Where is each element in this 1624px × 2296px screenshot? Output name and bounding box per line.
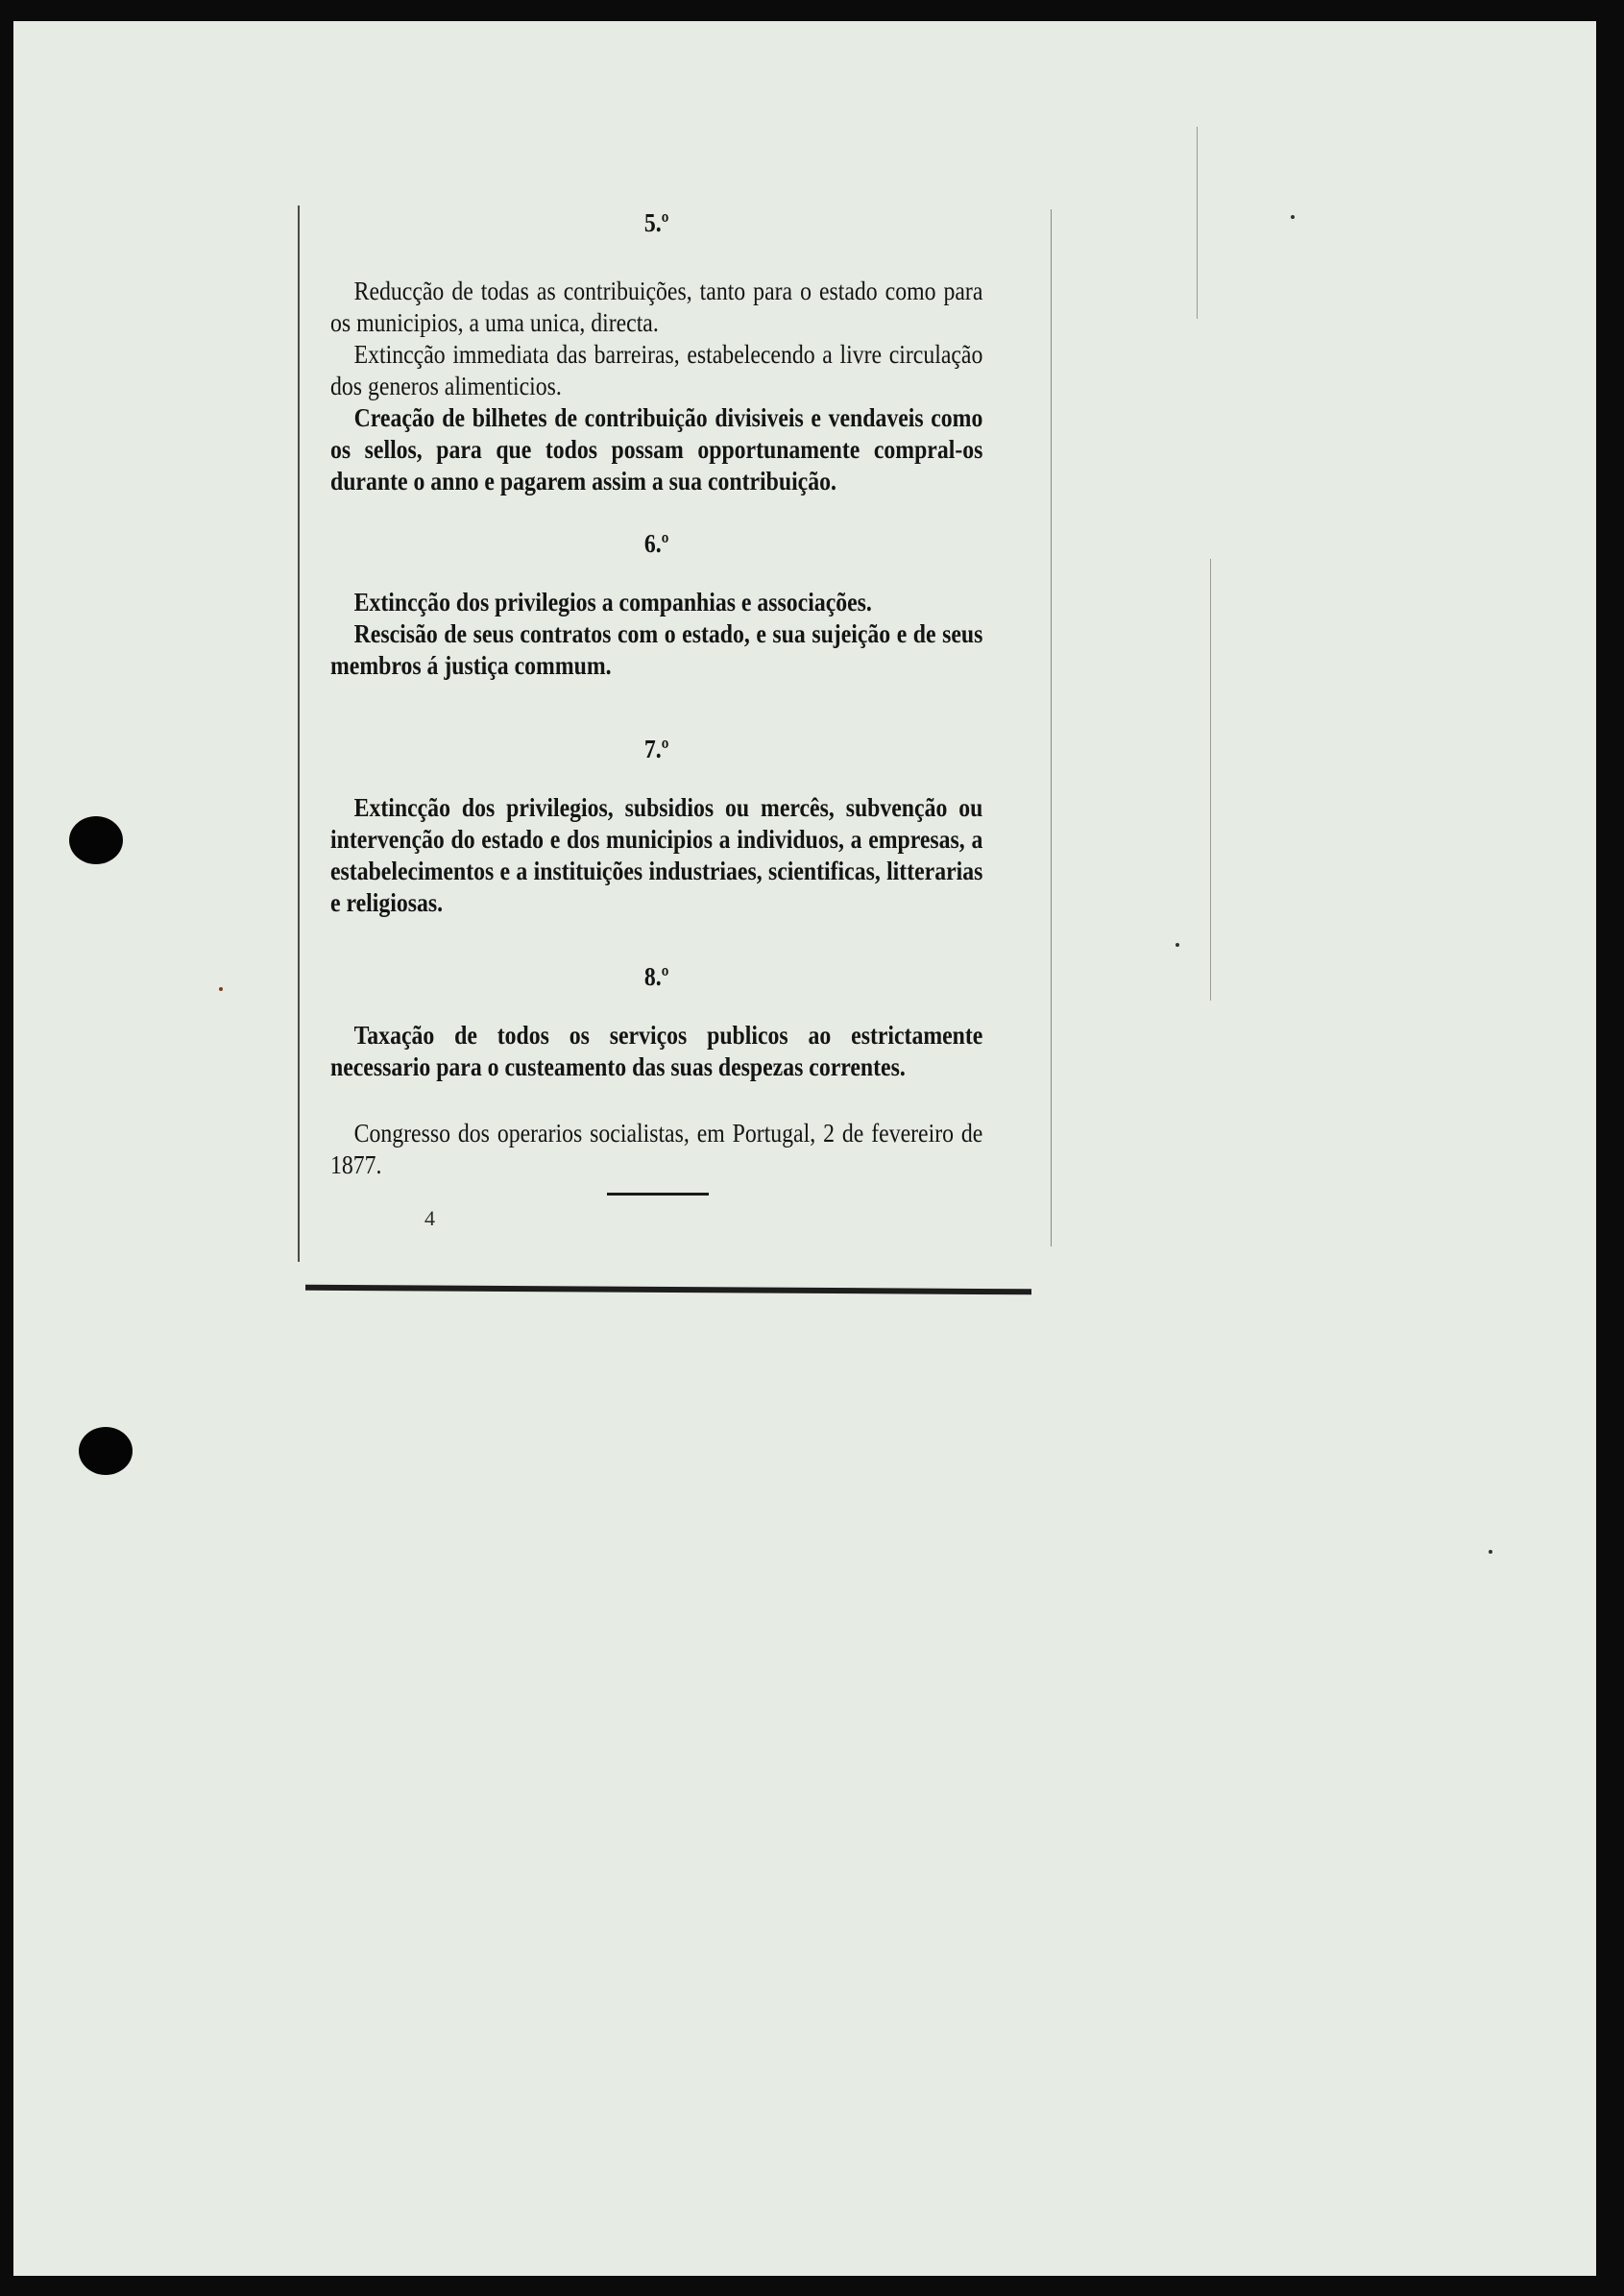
section-8-paragraph-1: Taxação de todos os serviços publicos ao estrictamente necessario para o custeamento das suas despezas correntes. [330, 1021, 983, 1081]
scan-mark-line [1197, 127, 1198, 319]
speck [1489, 1550, 1492, 1554]
section-heading-6: 6.º [643, 529, 669, 558]
punch-hole-top [69, 816, 123, 864]
section-heading-7: 7.º [643, 735, 669, 763]
section-5-paragraph-2: Extincção immediata das barreiras, estabelecendo a livre circulação dos generos alimenticios. [330, 340, 983, 400]
section-7-paragraph-1: Extincção dos privilegios, subsidios ou mercês, subvenção ou intervenção do estado e dos municipios a individuos, a empresas, a estabelecimentos e a instituições industriaes, scientificas, litterarias e religiosas. [330, 793, 983, 917]
scanned-page [13, 21, 1596, 2276]
speck [1291, 215, 1295, 219]
end-rule [607, 1193, 709, 1196]
section-6-paragraph-1: Extincção dos privilegios a companhias e associações. [353, 588, 872, 616]
section-heading-5: 5.º [643, 208, 669, 237]
signature-line: Congresso dos operarios socialistas, em Portugal, 2 de fevereiro de 1877. [330, 1119, 983, 1179]
clipping-right-edge [1051, 209, 1052, 1246]
clipping-left-edge [298, 205, 300, 1262]
section-6-paragraph-2: Rescisão de seus contratos com o estado, e sua sujeição e de seus membros á justiça commum. [330, 619, 983, 680]
section-heading-8: 8.º [643, 962, 669, 991]
speck [1176, 943, 1179, 947]
clipping-bottom-rule [305, 1285, 1031, 1295]
punch-hole-bottom [79, 1427, 133, 1475]
newspaper-clipping [298, 194, 1056, 1298]
speck [219, 987, 223, 991]
page-number: 4 [424, 1206, 435, 1230]
section-5-paragraph-3: Creação de bilhetes de contribuição divisiveis e vendaveis como os sellos, para que todos possam opportunamente compral-os durante o anno e pagarem assim a sua contribuição. [330, 403, 983, 495]
scan-mark-line [1210, 559, 1211, 1001]
section-5-paragraph-1: Reducção de todas as contribuições, tanto para o estado como para os municipios, a uma unica, directa. [330, 277, 983, 337]
clipping-text [330, 207, 982, 1181]
